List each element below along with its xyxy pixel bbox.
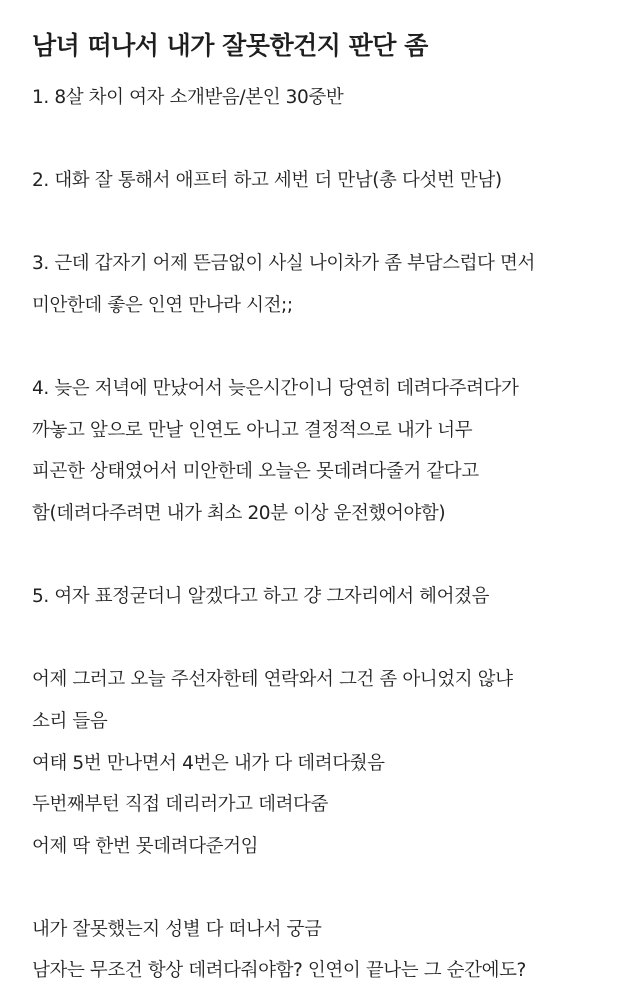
post-body [32,77,632,992]
body-text-line: 3. 근데 갑자기 어제 뜬금없이 사실 나이차가 좀 부담스럽다 면서 [32,253,535,275]
body-text-line: 까놓고 앞으로 만날 인연도 아니고 결정적으로 내가 너무 [32,419,473,441]
body-text-line: 2. 대화 잘 통해서 애프터 하고 세번 더 만남(총 다섯번 만남) [32,170,502,192]
body-text-line: 5. 여자 표정굳더니 알겠다고 하고 걍 그자리에서 헤어졌음 [32,586,490,608]
body-text-line: 피곤한 상태였어서 미안한데 오늘은 못데려다줄거 같다고 [32,461,479,483]
body-text-line: 여태 5번 만나면서 4번은 내가 다 데려다줬음 [32,752,385,774]
body-text-line: 미안한데 좋은 인연 만나라 시전;; [32,294,293,316]
body-text-line: 내가 잘못했는지 성별 다 떠나서 궁금 [32,918,322,940]
blank-line [32,202,632,244]
body-text-line: 어제 그러고 오늘 주선자한테 연락와서 그건 좀 아니었지 않냐 [32,669,513,691]
body-text-line: 함(데려다주려면 내가 최소 20분 이상 운전했어야함) [32,502,446,524]
blank-line [32,618,632,660]
blank-line [32,327,632,369]
blank-line [32,535,632,577]
body-text-line: 남자는 무조건 항상 데려다줘야함? 인연이 끝나는 그 순간에도? [32,960,526,982]
body-text-line: 두번째부턴 직접 데리러가고 데려다줌 [32,794,328,816]
blank-line [32,119,632,161]
body-text-line: 어제 딱 한번 못데려다준거임 [32,835,259,857]
post-title: 남녀 떠나서 내가 잘못한건지 판단 좀 [32,31,428,60]
body-text-line: 4. 늦은 저녁에 만났어서 늦은시간이니 당연히 데려다주려다가 [32,378,519,400]
body-text-line: 1. 8살 차이 여자 소개받음/본인 30중반 [32,87,344,108]
blank-line [32,867,632,909]
body-text-line: 소리 들음 [32,710,108,732]
